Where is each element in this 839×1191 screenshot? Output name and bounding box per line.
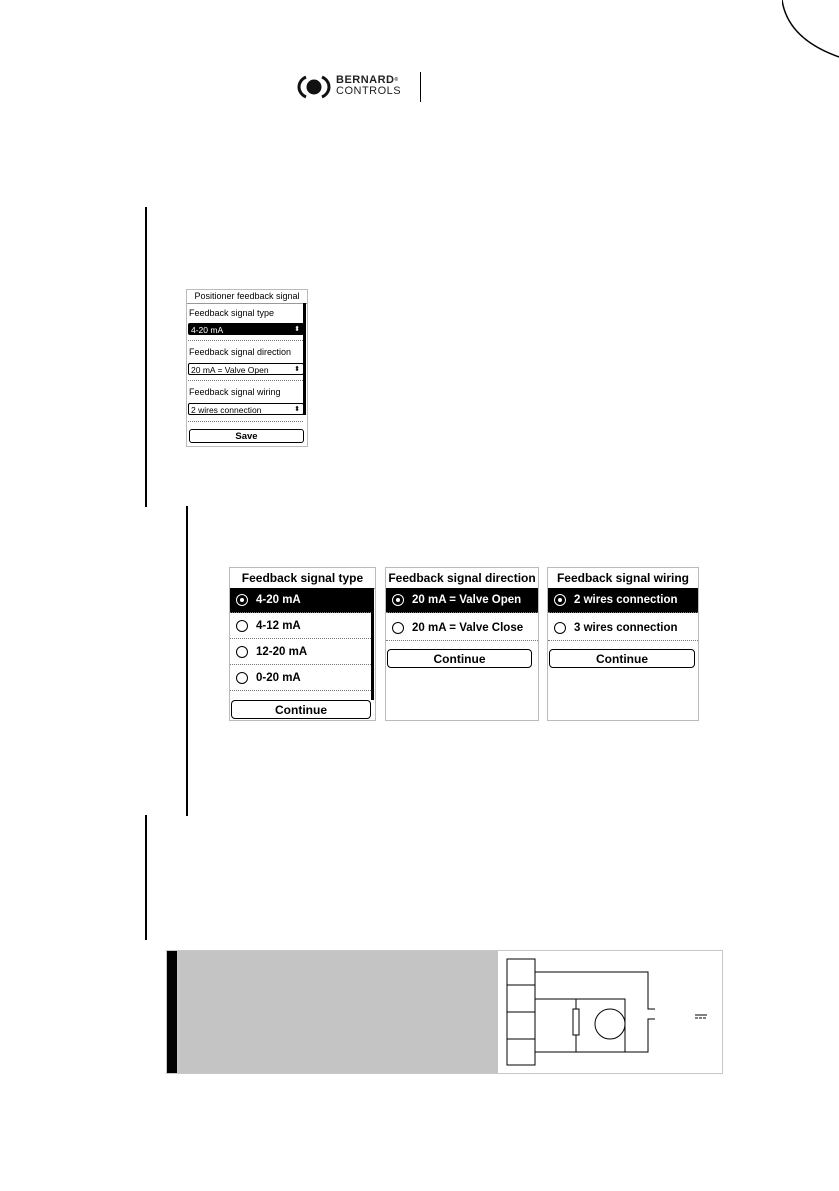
continue-button[interactable]: Continue: [549, 649, 695, 668]
option-label: 4-12 mA: [256, 620, 301, 632]
updown-arrow-icon: ⬍: [294, 326, 300, 333]
option-3-wires[interactable]: [548, 616, 698, 641]
select-value: 4-20 mA: [191, 325, 224, 335]
divider: [188, 380, 303, 381]
panel-title: Feedback signal direction: [386, 568, 538, 589]
radio-selected-icon: [392, 594, 404, 606]
panel-title: Feedback signal wiring: [548, 568, 698, 589]
feedback-direction-select[interactable]: [188, 363, 304, 375]
option-label: 20 mA = Valve Open: [412, 594, 522, 606]
save-button[interactable]: Save: [189, 429, 304, 443]
feedback-type-panel: [229, 567, 376, 721]
radio-selected-icon: [554, 594, 566, 606]
wiring-diagram: [503, 951, 721, 1073]
meter-symbol: [595, 1009, 625, 1039]
margin-bar: [186, 506, 188, 816]
info-box: [166, 950, 723, 1074]
brand-line-2: CONTROLS: [336, 85, 402, 97]
option-0-20ma[interactable]: [230, 666, 371, 691]
option-4-20ma[interactable]: [230, 588, 371, 613]
feedback-type-select[interactable]: [188, 323, 304, 335]
option-label: 2 wires connection: [574, 594, 678, 606]
option-2-wires[interactable]: [548, 588, 698, 613]
option-4-12ma[interactable]: [230, 614, 371, 639]
page-corner-mark: [782, 0, 839, 60]
option-label: 3 wires connection: [574, 622, 678, 634]
feedback-wiring-panel: [547, 567, 699, 721]
option-12-20ma[interactable]: [230, 640, 371, 665]
continue-button[interactable]: Continue: [387, 649, 532, 668]
brand-name: [336, 75, 401, 97]
header-divider: [420, 72, 421, 102]
panel-title: Feedback signal type: [230, 568, 375, 589]
option-label: 4-20 mA: [256, 594, 301, 606]
supply-wire-top: [535, 972, 655, 1009]
screen-title: Positioner feedback signal: [187, 290, 307, 304]
option-label: 0-20 mA: [256, 672, 301, 684]
bernard-logo-icon: [297, 74, 331, 100]
scrollbar[interactable]: [303, 303, 306, 415]
scrollbar[interactable]: [371, 588, 374, 700]
radio-icon: [236, 672, 248, 684]
brand-line-1: BERNARD: [336, 74, 395, 86]
positioner-feedback-screen: [186, 289, 308, 447]
updown-arrow-icon: ⬍: [294, 366, 300, 373]
radio-icon: [236, 620, 248, 632]
continue-button[interactable]: Continue: [231, 700, 371, 719]
feedback-wiring-select[interactable]: [188, 403, 304, 415]
divider: [188, 421, 303, 422]
info-text-area: [167, 951, 498, 1073]
divider: [188, 340, 303, 341]
resistor: [573, 1009, 579, 1035]
option-valve-open[interactable]: [386, 588, 538, 613]
margin-bar: [145, 207, 147, 507]
margin-bar: [145, 815, 147, 940]
feedback-direction-panel: [385, 567, 539, 721]
loop-wire: [535, 999, 625, 1052]
radio-icon: [236, 646, 248, 658]
option-valve-close[interactable]: [386, 616, 538, 641]
select-value: 20 mA = Valve Open: [191, 365, 269, 375]
option-label: 12-20 mA: [256, 646, 308, 658]
info-accent-bar: [167, 951, 177, 1073]
field-label: Feedback signal direction: [189, 347, 292, 357]
option-label: 20 mA = Valve Close: [412, 622, 524, 634]
brand-reg: ®: [394, 77, 399, 83]
radio-selected-icon: [236, 594, 248, 606]
field-label: Feedback signal wiring: [189, 387, 281, 397]
radio-icon: [392, 622, 404, 634]
select-value: 2 wires connection: [191, 405, 262, 415]
field-label: Feedback signal type: [189, 308, 275, 318]
radio-icon: [554, 622, 566, 634]
updown-arrow-icon: ⬍: [294, 406, 300, 413]
